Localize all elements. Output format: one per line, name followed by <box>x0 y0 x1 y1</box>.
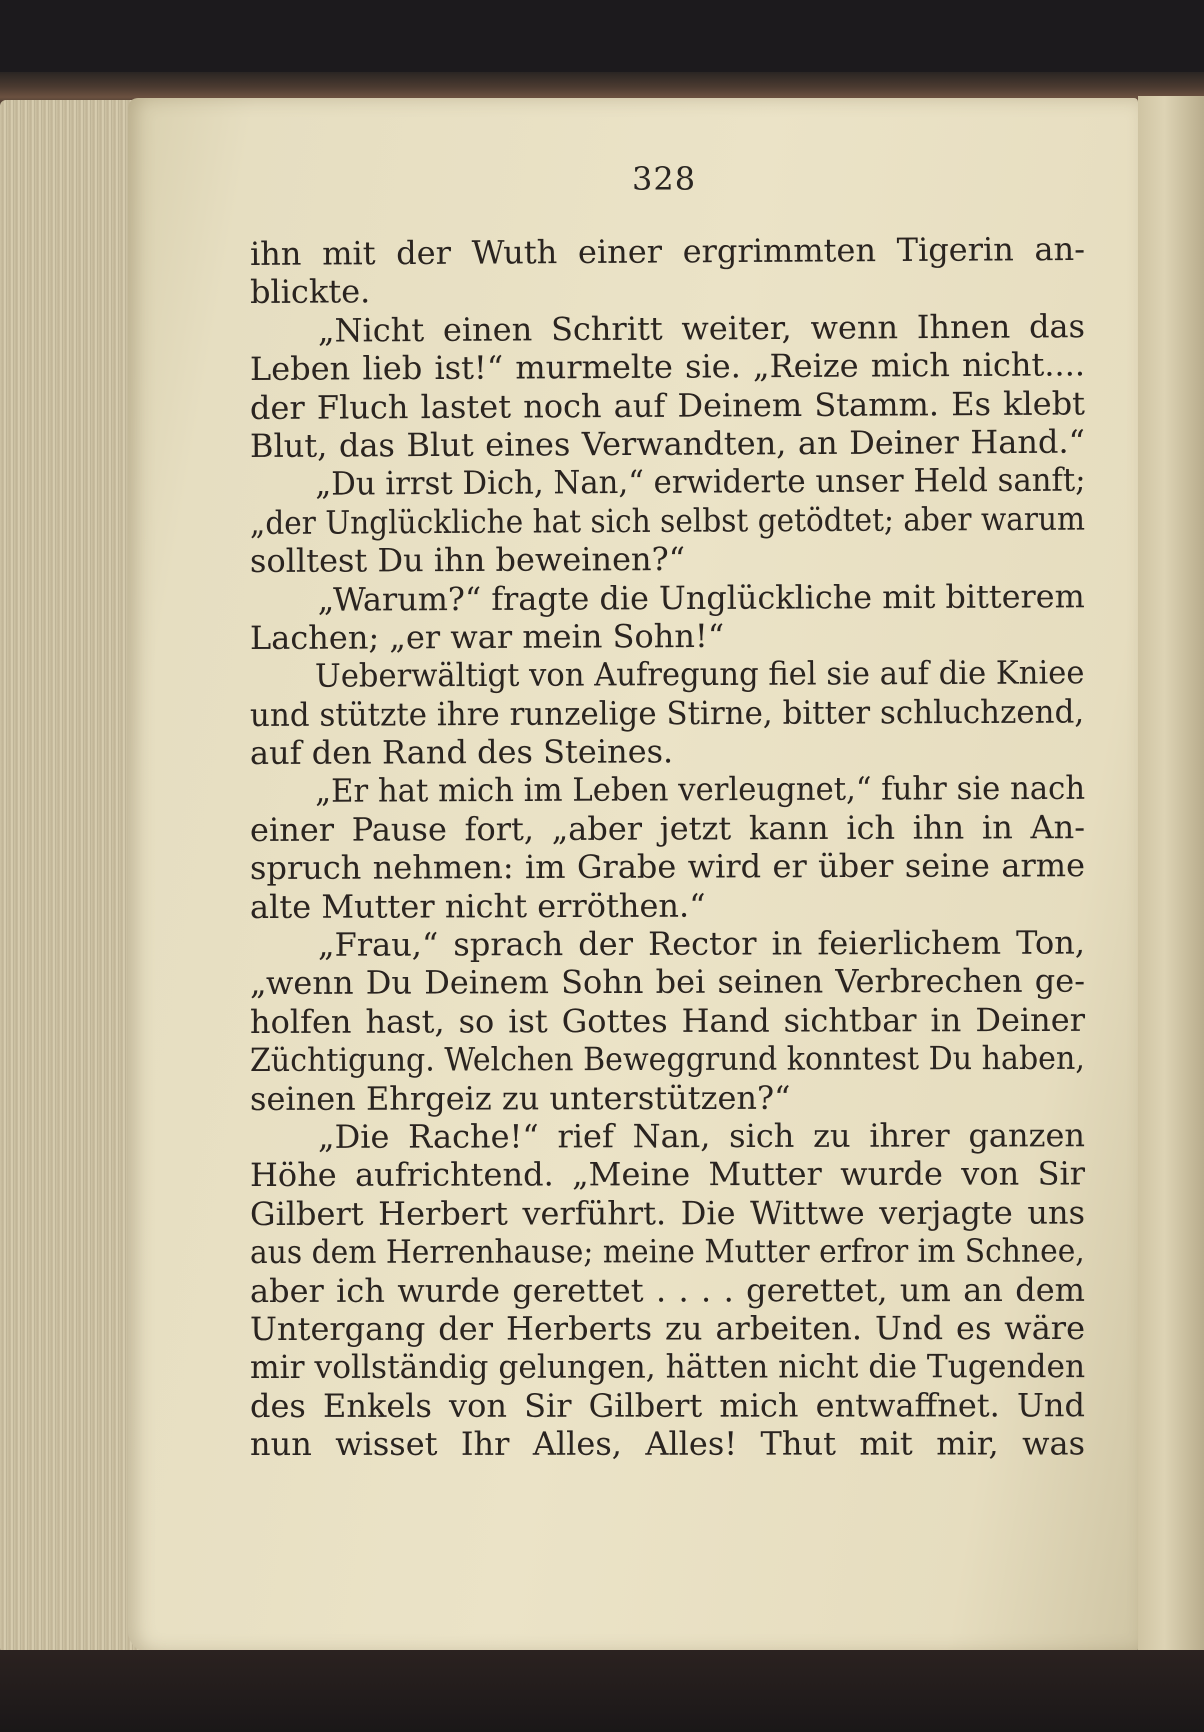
text-line: Gilbert Herbert verführt. Die Wittwe verjagte uns <box>249 1193 1086 1233</box>
text-line: nun wisset Ihr Alles, Alles! Thut mit mir, was <box>249 1424 1086 1464</box>
text-line: der Fluch lastet noch auf Deinem Stamm. Es klebt <box>249 384 1086 427</box>
text-line: „Die Rache!“ rief Nan, sich zu ihrer ganzen <box>317 1116 1086 1156</box>
text-line: „Nicht einen Schritt weiter, wenn Ihnen das <box>317 306 1086 350</box>
text-line: mir vollständig gelungen, hätten nicht die Tugenden <box>249 1347 1086 1387</box>
text-line: alte Mutter nicht erröthen.“ <box>249 886 706 926</box>
text-line: holfen hast, so ist Gottes Hand sichtbar in Deiner <box>249 1000 1086 1041</box>
text-line: „der Unglückliche hat sich selbst getödtet; aber warum <box>249 499 1086 542</box>
text-line: „Du irrst Dich, Nan,“ erwiderte unser Held sanft; <box>315 460 1086 503</box>
text-line: „Er hat mich im Leben verleugnet,“ fuhr sie nach <box>315 769 1086 811</box>
text-line: Lachen; „er war mein Sohn!“ <box>249 616 725 657</box>
text-line: auf den Rand des Steines. <box>249 732 674 773</box>
book-bottom-edge <box>0 1650 1204 1732</box>
text-line: Höhe aufrichtend. „Meine Mutter wurde von Sir <box>249 1154 1086 1195</box>
text-line: aus dem Herrenhause; meine Mutter erfror im Schnee, <box>249 1231 1085 1272</box>
text-line: blickte. <box>249 272 371 312</box>
text-line: spruch nehmen: im Grabe wird er über seine arme <box>249 846 1086 888</box>
text-line: „Warum?“ fragte die Unglückliche mit bitterem <box>317 576 1085 619</box>
text-line: einer Pause fort, „aber jetzt kann ich ihn in An- <box>249 807 1086 849</box>
text-line: ihn mit der Wuth einer ergrimmten Tigerin an- <box>249 229 1086 273</box>
text-line: Untergang der Herberts zu arbeiten. Und es wäre <box>249 1308 1086 1348</box>
facing-page-edge <box>1138 96 1204 1656</box>
text-line: „wenn Du Deinem Sohn bei seinen Verbrechen ge- <box>249 962 1086 1003</box>
text-line: Leben lieb ist!“ murmelte sie. „Reize mich nicht.... <box>249 345 1086 389</box>
text-line: seinen Ehrgeiz zu unterstützen?“ <box>249 1078 791 1118</box>
text-line: solltest Du ihn beweinen?“ <box>249 540 686 581</box>
text-line: „Frau,“ sprach der Rector in feierlichem Ton, <box>317 923 1086 964</box>
text-line: des Enkels von Sir Gilbert mich entwaffnet. Und <box>249 1385 1086 1425</box>
text-line: Züchtigung. Welchen Beweggrund konntest Du haben, <box>249 1039 1085 1080</box>
text-line: und stützte ihre runzelige Stirne, bitter schluchzend, <box>249 692 1085 734</box>
text-line: aber ich wurde gerettet . . . . gerettet, um an dem <box>249 1270 1086 1310</box>
text-line: Ueberwältigt von Aufregung fiel sie auf die Kniee <box>314 653 1085 696</box>
page-text <box>249 229 1086 1464</box>
text-line: Blut, das Blut eines Verwandten, an Deiner Hand.“ <box>249 422 1086 465</box>
page-number: 328 <box>632 160 697 198</box>
